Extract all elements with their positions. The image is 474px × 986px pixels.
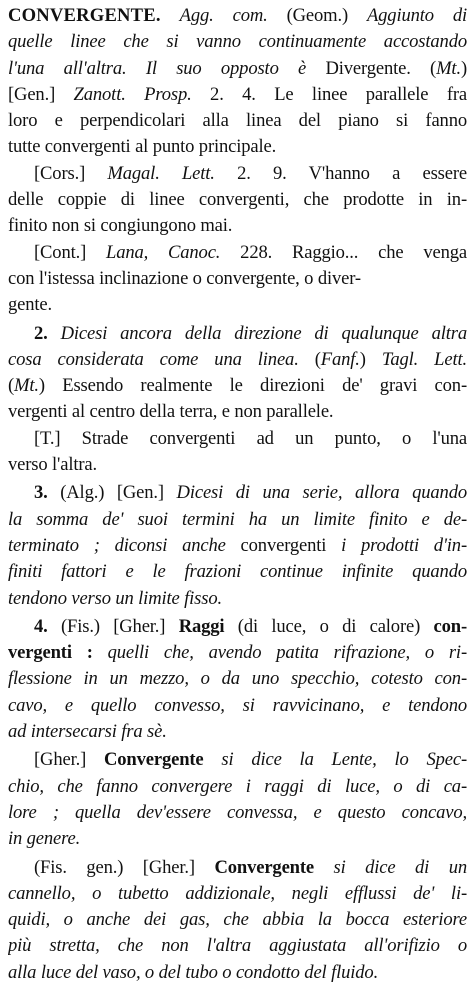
italic-text: Dicesi di una serie, allora quando (176, 482, 467, 504)
text-run: ( (298, 348, 321, 370)
italic-text: Dicesi ancora della direzione di qualunque altra (60, 322, 467, 344)
text-run: con l'istessa inclinazione o convergente, o diver- (8, 267, 361, 289)
entry-text-line (8, 452, 467, 478)
italic-text: quelli che, avendo patita rifrazione, o ri- (92, 642, 467, 664)
text-run: [Gher.] (34, 749, 104, 771)
entry-text-line (8, 614, 467, 640)
entry-text-line (8, 426, 467, 452)
italic-text: terminato ; diconsi anche (8, 534, 241, 556)
text-run: ( (8, 375, 15, 397)
text-run: finito non si congiungono mai. (8, 215, 233, 237)
entry-text-line (8, 347, 467, 373)
italic-text: si dice la Lente, lo Spec- (203, 749, 467, 771)
text-run: (Fis. gen.) [Gher.] (34, 856, 215, 878)
entry-text-line (8, 640, 467, 666)
headword: CONVERGENTE. (8, 5, 161, 26)
text-run: gente. (8, 294, 53, 316)
bold-term: Convergente (214, 856, 315, 878)
entry-text-line (8, 800, 467, 826)
italic-text: flessione in un mezzo, o da uno specchio, cotesto con- (8, 668, 467, 690)
entry-text-line (8, 855, 467, 881)
bold-term: 2. (34, 322, 61, 344)
entry-text-line (8, 373, 467, 399)
italic-text: cosa considerata come una linea. (8, 348, 299, 370)
text-run: [T.] Strade convergenti ad un punto, o l'una (34, 427, 467, 449)
entry-text-line (8, 533, 467, 559)
entry-text-line (8, 266, 467, 292)
text-run: ( (410, 57, 437, 79)
text-run: ) (460, 57, 467, 79)
entry-text-line (8, 960, 467, 986)
entry-text-line (8, 82, 467, 108)
entry-text-line (8, 586, 467, 612)
entry-text-line (8, 826, 467, 852)
text-run: [Gen.] (8, 83, 74, 105)
text-run: [Cors.] (34, 162, 108, 184)
italic-text: tendono verso un limite fisso. (8, 587, 222, 609)
text-run: vergenti al centro della terra, e non parallele. (8, 401, 334, 423)
text-run: (di luce, o di calore) (224, 615, 434, 637)
italic-text: Lana, Canoc. (106, 241, 221, 263)
bold-term: 3. (34, 482, 61, 504)
text-run: verso l'altra. (8, 454, 98, 476)
italic-text: lore ; quella dev'essere convessa, e questo concavo, (8, 801, 467, 823)
entry-text-line (8, 747, 467, 773)
bold-term: con- (433, 615, 467, 637)
entry-text-line (8, 666, 467, 692)
entry-text-line (8, 213, 467, 239)
italic-text: cavo, e quello convesso, si ravvicinano, e tendono (8, 694, 467, 716)
italic-text: Fanf. (320, 348, 360, 370)
text-run: convergenti (240, 534, 327, 556)
entry-text-line (8, 933, 467, 959)
text-run: loro e perpendicolari alla linea del piano si fanno (8, 110, 467, 132)
text-run: (Geom.) (267, 5, 367, 26)
italic-text: Agg. com. (179, 5, 268, 26)
italic-text: ad intersecarsi fra sè. (8, 721, 167, 743)
entry-text-line (8, 56, 467, 82)
entry-text-line (8, 907, 467, 933)
text-run: 228. Raggio... che venga (220, 241, 467, 263)
italic-text: Mt. (436, 57, 461, 79)
italic-text: l'una all'altra. Il suo opposto è (8, 57, 326, 79)
italic-text: la somma de' suoi termini ha un limite finito e de- (8, 508, 467, 530)
entry-text-line (8, 3, 467, 29)
bold-term: 4. (34, 615, 61, 637)
italic-text: cannello, o tubetto addizionale, negli efflussi de' li- (8, 882, 467, 904)
entry-text-line (8, 719, 467, 745)
entry-text-line (8, 399, 467, 425)
text-run: [Cont.] (34, 241, 107, 263)
italic-text: finiti fattori e le frazioni continue infinite quando (8, 561, 467, 583)
text-run: 2. 4. Le linee parallele fra (191, 83, 467, 105)
bold-term: Raggi (178, 615, 225, 637)
entry-text-line (8, 321, 467, 347)
text-run: tutte convergenti al punto principale. (8, 136, 277, 158)
italic-text: Mt. (14, 375, 39, 397)
italic-text: chio, che fanno convergere i raggi di luce, o di ca- (8, 775, 467, 797)
entry-text-line (8, 507, 467, 533)
text-run: 2. 9. V'hanno a essere (214, 162, 467, 184)
italic-text: i prodotti d'in- (326, 534, 467, 556)
italic-text: quelle linee che si vanno continuamente accostando (8, 31, 467, 53)
entry-text-line (8, 134, 467, 160)
bold-term: Convergente (103, 749, 204, 771)
text-run: (Fis.) [Gher.] (61, 615, 179, 637)
entry-text-line (8, 292, 467, 318)
entry-text-line (8, 480, 467, 506)
entry-text-line (8, 108, 467, 134)
italic-text: Aggiunto di (366, 5, 467, 26)
text-run (161, 5, 180, 26)
entry-text-line (8, 693, 467, 719)
italic-text: Tagl. Lett. (381, 348, 467, 370)
italic-text: quidi, o anche dei gas, che abbia la bocca esteriore (8, 909, 467, 931)
italic-text: si dice di un (314, 856, 467, 878)
entry-text-line (8, 29, 467, 55)
text-run: Divergente. (325, 57, 411, 79)
italic-text: alla luce del vaso, o del tubo o condotto del fluido. (8, 961, 379, 983)
entry-text-line (8, 559, 467, 585)
entry-text-line (8, 240, 467, 266)
text-run: (Alg.) [Gen.] (60, 482, 177, 504)
entry-text-line (8, 881, 467, 907)
entry-text-line (8, 161, 467, 187)
text-run: ) Essendo realmente le direzioni de' gravi con- (38, 375, 467, 397)
italic-text: Magal. Lett. (107, 162, 215, 184)
bold-term: vergenti : (8, 642, 93, 664)
text-run: delle coppie di linee convergenti, che prodotte in in- (8, 189, 467, 211)
text-run: ) (359, 348, 382, 370)
entry-text-line (8, 187, 467, 213)
italic-text: in genere. (8, 828, 81, 850)
italic-text: Zanott. Prosp. (73, 83, 192, 105)
dictionary-entry-convergente (8, 3, 467, 986)
italic-text: più stretta, che non l'altra aggiustata all'orifizio o (8, 935, 467, 957)
